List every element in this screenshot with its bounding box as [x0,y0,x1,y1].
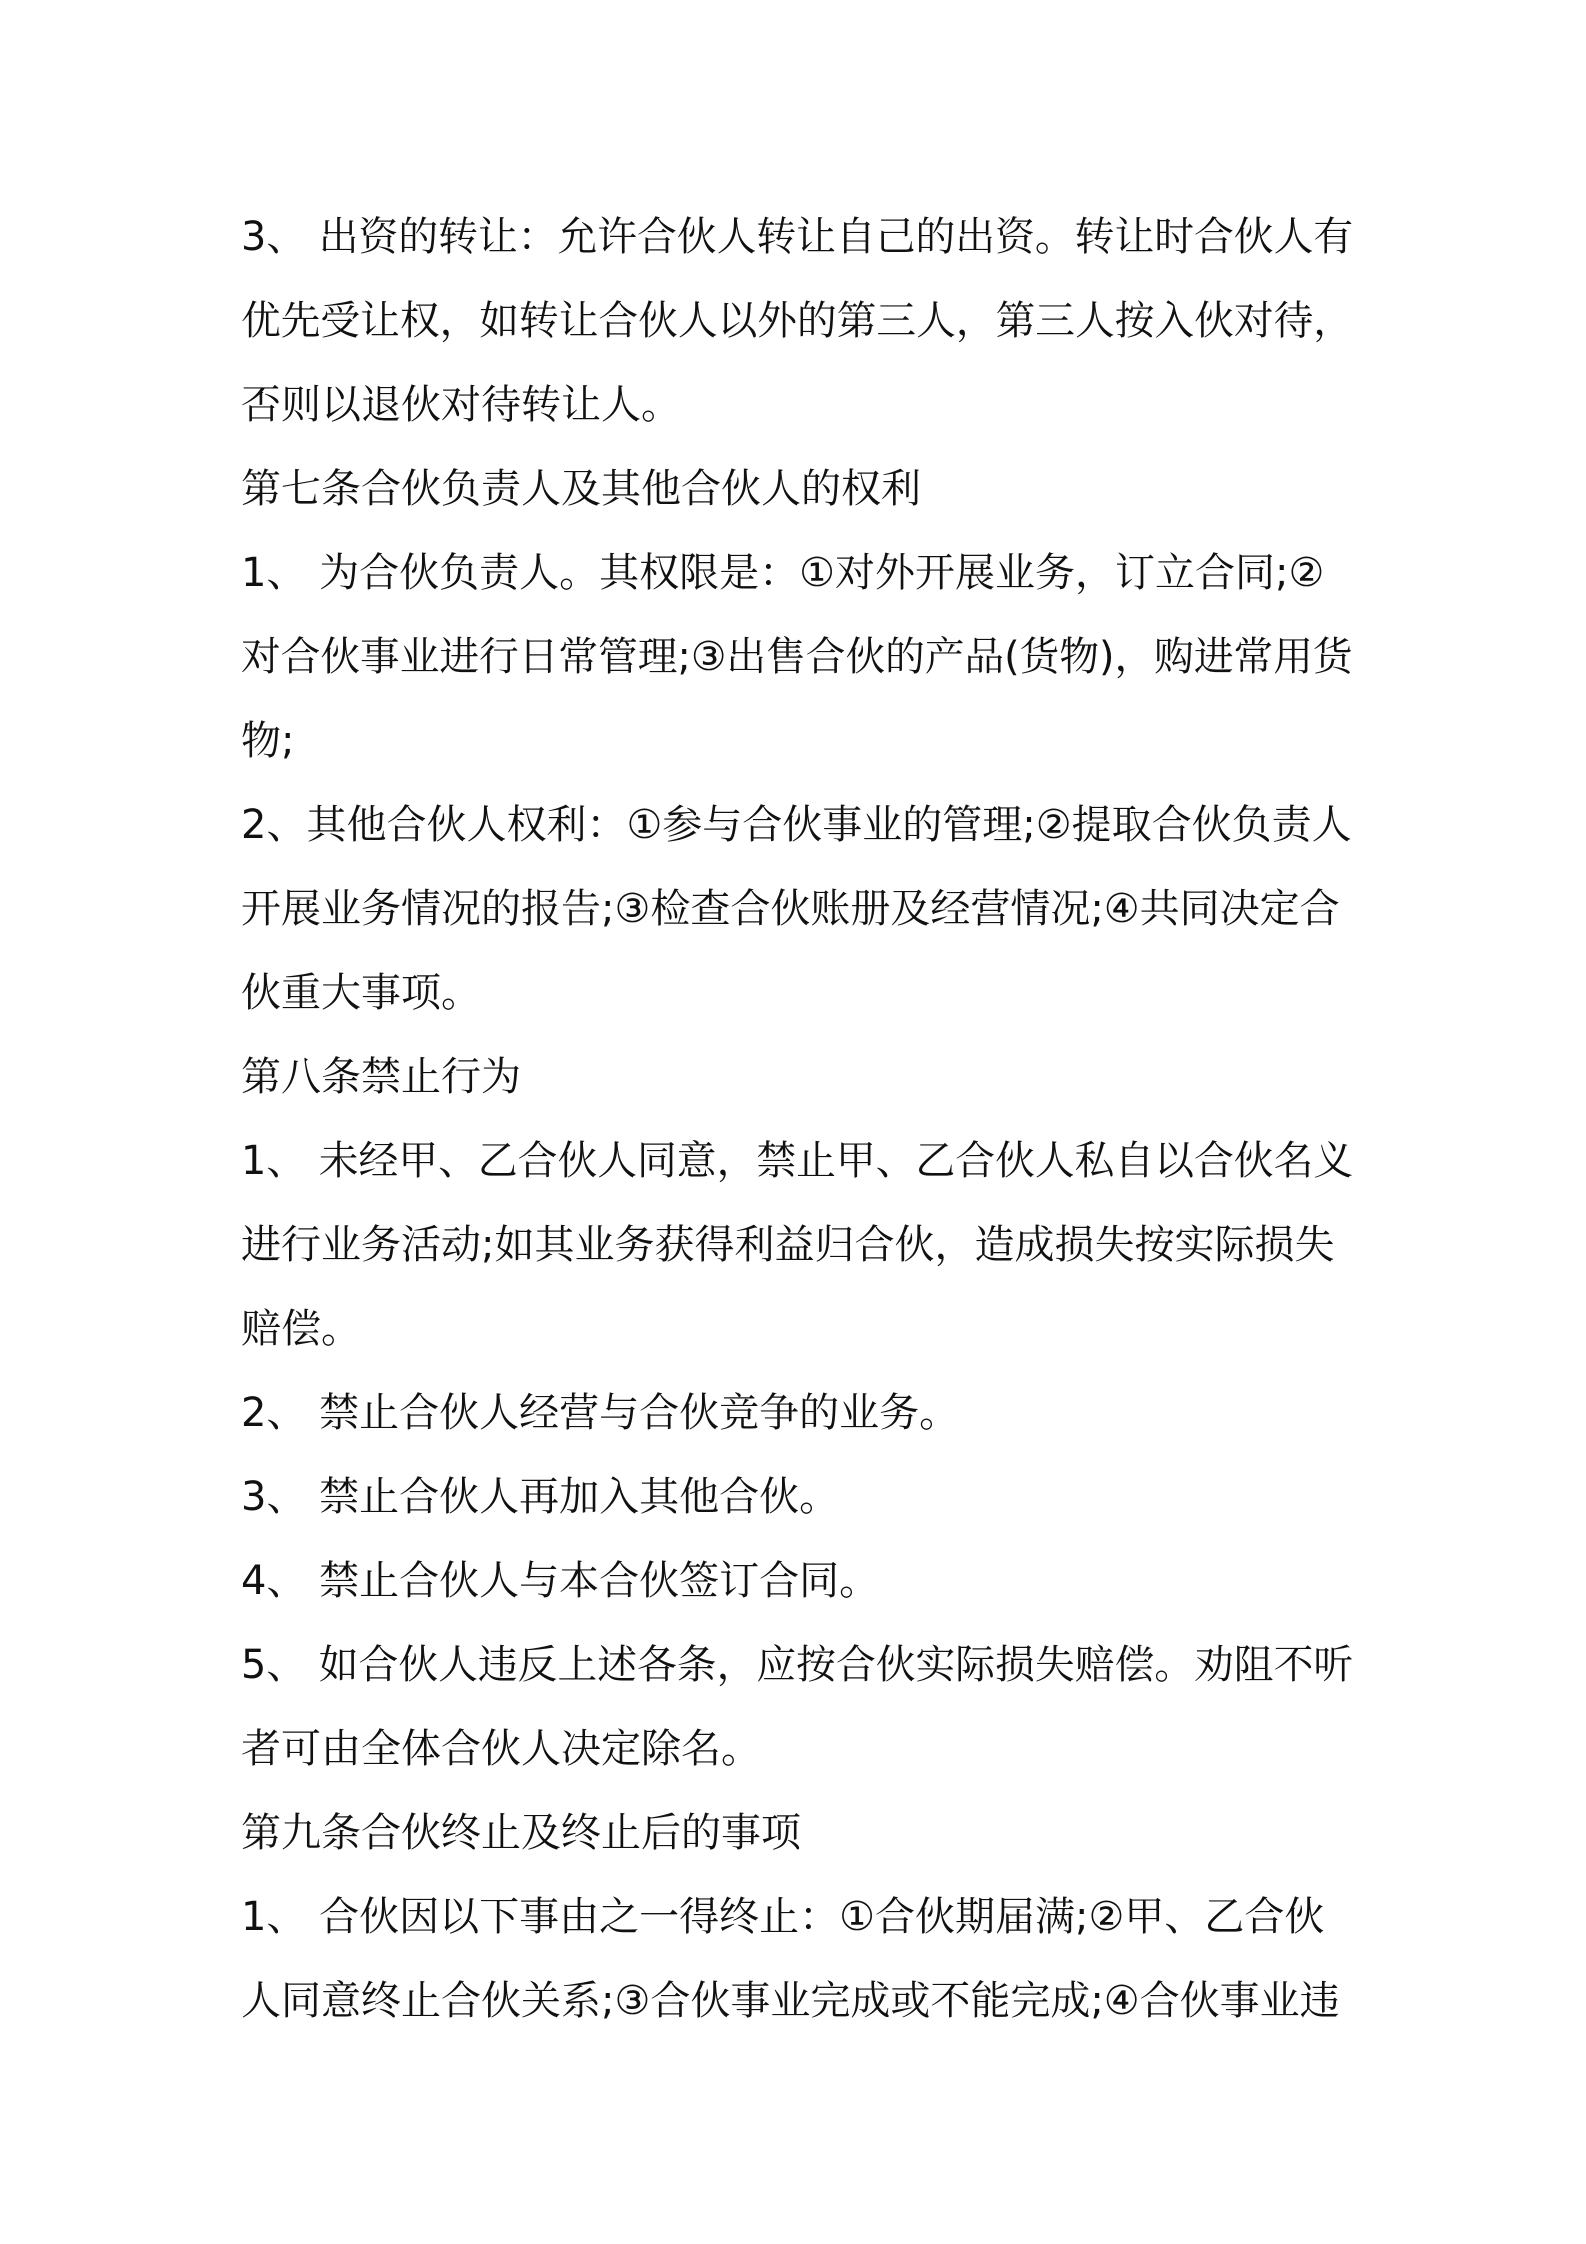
section-heading: 第九条合伙终止及终止后的事项 [241,1810,801,1856]
text-line: 者可由全体合伙人决定除名。 [241,1726,761,1772]
text-line: 对合伙事业进行日常管理;③出售合伙的产品(货物)，购进常用货 [241,634,1353,680]
text-line: 5、 如合伙人违反上述各条，应按合伙实际损失赔偿。劝阻不听 [241,1642,1354,1688]
text-line: 1、 合伙因以下事由之一得终止：①合伙期届满;②甲、乙合伙 [241,1894,1325,1940]
text-line: 伙重大事项。 [241,970,481,1016]
text-line: 人同意终止合伙关系;③合伙事业完成或不能完成;④合伙事业违 [241,1978,1340,2024]
text-line: 2、 禁止合伙人经营与合伙竞争的业务。 [241,1390,960,1436]
text-line: 赔偿。 [241,1306,361,1352]
text-line: 1、 为合伙负责人。其权限是：①对外开展业务，订立合同;② [241,550,1325,596]
text-line: 优先受让权，如转让合伙人以外的第三人，第三人按入伙对待， [241,298,1353,344]
text-line: 开展业务情况的报告;③检查合伙账册及经营情况;④共同决定合 [241,886,1340,932]
document-body [241,195,1353,2043]
text-line: 3、 禁止合伙人再加入其他合伙。 [241,1474,840,1520]
text-line: 1、 未经甲、乙合伙人同意，禁止甲、乙合伙人私自以合伙名义 [241,1138,1354,1184]
text-line: 进行业务活动;如其业务获得利益归合伙，造成损失按实际损失 [241,1222,1335,1268]
section-heading: 第八条禁止行为 [241,1054,521,1100]
section-heading: 第七条合伙负责人及其他合伙人的权利 [241,466,921,512]
text-line: 4、 禁止合伙人与本合伙签订合同。 [241,1558,880,1604]
text-line: 3、 出资的转让：允许合伙人转让自己的出资。转让时合伙人有 [241,214,1354,260]
text-line: 物; [241,718,295,764]
text-line: 2、其他合伙人权利：①参与合伙事业的管理;②提取合伙负责人 [241,802,1352,848]
text-line: 否则以退伙对待转让人。 [241,382,681,428]
